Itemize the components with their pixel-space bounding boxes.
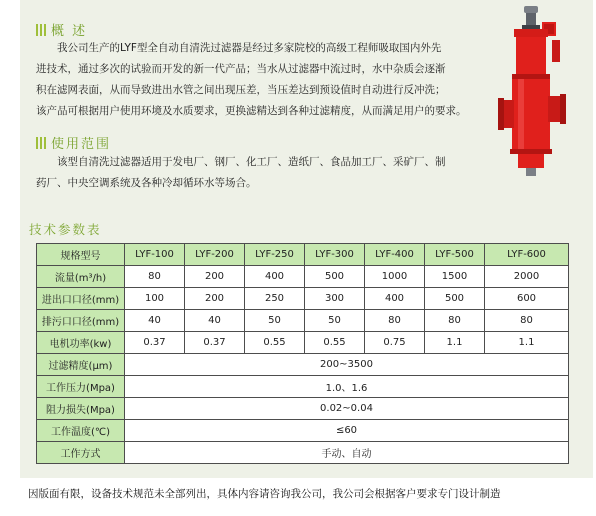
footnote: 因版面有限，设备技术规范未全部列出，具体内容请咨询我公司，我公司会根据客户要求专门设计制造: [28, 488, 501, 500]
table-cell: 40: [125, 310, 185, 332]
table-header-cell: 规格型号: [37, 244, 125, 266]
table-cell: 500: [305, 266, 365, 288]
row-label: 阻力损失(Mpa): [37, 398, 125, 420]
spec-table: [36, 243, 569, 464]
table-row: [37, 310, 569, 332]
table-header-cell: LYF-250: [245, 244, 305, 266]
row-label: 工作压力(Mpa): [37, 376, 125, 398]
table-cell: 80: [365, 310, 425, 332]
scope-text: [36, 152, 446, 194]
table-cell: 80: [485, 310, 569, 332]
table-cell: 1000: [365, 266, 425, 288]
row-label: 工作温度(℃): [37, 420, 125, 442]
overview-title: 概 述: [51, 24, 88, 39]
table-cell: 0.37: [125, 332, 185, 354]
table-cell: 1500: [425, 266, 485, 288]
row-label: 流量(m³/h): [37, 266, 125, 288]
table-cell: 40: [185, 310, 245, 332]
overview-line: 该产品可根据用户使用环境及水质要求，更换滤精达到各种过滤精度，从而满足用户的要求。: [36, 105, 467, 117]
row-label: 过滤精度(μm): [37, 354, 125, 376]
table-header-row: [37, 244, 569, 266]
self-cleaning-filter-image: [496, 4, 574, 180]
table-cell: 0.75: [365, 332, 425, 354]
row-label: 电机功率(kw): [37, 332, 125, 354]
table-header-cell: LYF-300: [305, 244, 365, 266]
overview-line: 进技术，通过多次的试验而开发的新一代产品；当水从过滤器中流过时，水中杂质会逐渐: [36, 63, 446, 75]
heading-bars-icon: [36, 137, 46, 149]
table-cell: 200: [185, 266, 245, 288]
table-cell: 200: [185, 288, 245, 310]
table-cell: 400: [245, 266, 305, 288]
table-cell: 1.1: [485, 332, 569, 354]
table-row: [37, 376, 569, 398]
table-cell: 400: [365, 288, 425, 310]
table-cell: 1.1: [425, 332, 485, 354]
table-header-cell: LYF-400: [365, 244, 425, 266]
table-row: [37, 398, 569, 420]
table-header-cell: LYF-100: [125, 244, 185, 266]
table-row: [37, 420, 569, 442]
overview-heading: [36, 20, 87, 39]
table-header-cell: LYF-500: [425, 244, 485, 266]
table-row: [37, 354, 569, 376]
table-cell: 0.55: [245, 332, 305, 354]
table-row: [37, 266, 569, 288]
scope-line: 该型自清洗过滤器适用于发电厂、钢厂、化工厂、造纸厂、食品加工厂、采矿厂、制: [57, 156, 446, 168]
table-cell: 600: [485, 288, 569, 310]
table-cell: 0.02~0.04: [125, 398, 569, 420]
table-cell: 1.0、1.6: [125, 376, 569, 398]
table-cell: 100: [125, 288, 185, 310]
spec-table-title: 技术参数表: [29, 222, 102, 237]
table-row: [37, 288, 569, 310]
table-cell: 0.55: [305, 332, 365, 354]
overview-text: [36, 38, 467, 122]
table-row: [37, 332, 569, 354]
row-label: 工作方式: [37, 442, 125, 464]
table-cell: 50: [245, 310, 305, 332]
overview-line: 积在滤网表面，从而导致进出水管之间出现压差，当压差达到预设值时自动进行反冲洗；: [36, 84, 446, 96]
table-cell: 2000: [485, 266, 569, 288]
table-cell: 250: [245, 288, 305, 310]
row-label: 进出口口径(mm): [37, 288, 125, 310]
table-row: [37, 442, 569, 464]
overview-line: 我公司生产的LYF型全自动自清洗过滤器是经过多家院校的高级工程师吸取国内外先: [57, 42, 442, 54]
table-cell: 200~3500: [125, 354, 569, 376]
scope-heading: [36, 133, 111, 152]
table-cell: 手动、自动: [125, 442, 569, 464]
table-cell: 80: [425, 310, 485, 332]
table-header-cell: LYF-600: [485, 244, 569, 266]
row-label: 排污口口径(mm): [37, 310, 125, 332]
table-cell: 500: [425, 288, 485, 310]
table-cell: 0.37: [185, 332, 245, 354]
table-cell: ≤60: [125, 420, 569, 442]
table-cell: 80: [125, 266, 185, 288]
heading-bars-icon: [36, 24, 46, 36]
table-cell: 50: [305, 310, 365, 332]
table-header-cell: LYF-200: [185, 244, 245, 266]
scope-title: 使用范围: [51, 137, 112, 152]
table-cell: 300: [305, 288, 365, 310]
scope-line: 药厂、中央空调系统及各种冷却循环水等场合。: [36, 177, 257, 189]
